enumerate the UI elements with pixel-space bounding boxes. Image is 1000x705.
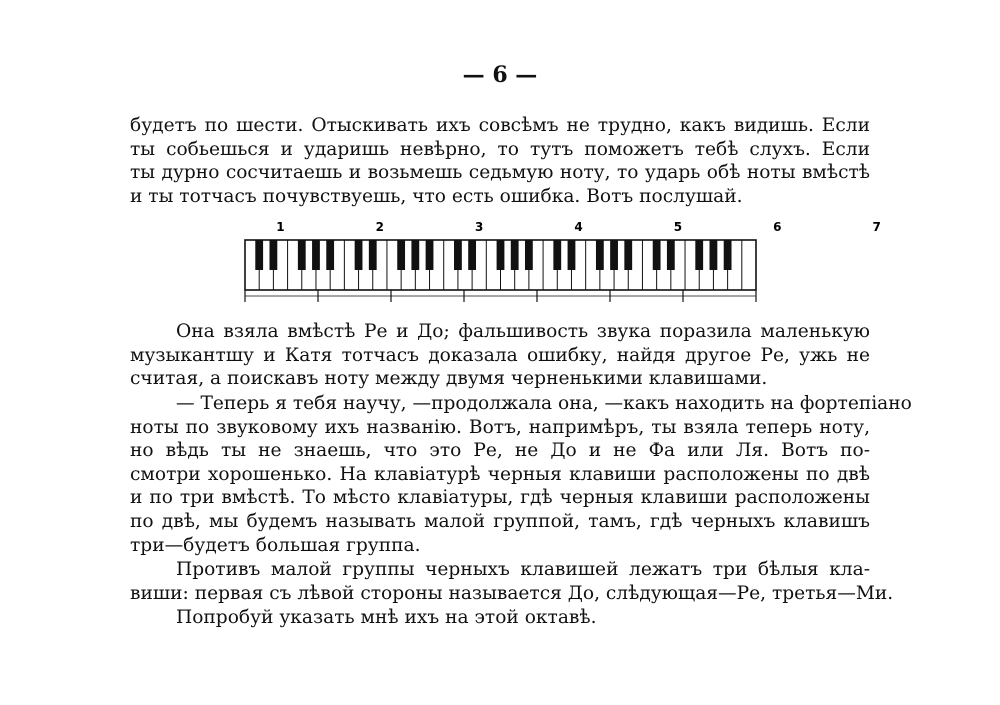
black-key	[695, 240, 703, 270]
keyboard-tick-marks	[245, 290, 756, 302]
black-key	[355, 240, 363, 270]
page-number: — 6 —	[462, 62, 538, 88]
paragraph-4	[130, 558, 894, 605]
black-key	[369, 240, 377, 270]
black-key	[724, 240, 732, 270]
black-key	[255, 240, 263, 270]
black-key	[298, 240, 306, 270]
black-key	[397, 240, 405, 270]
text-line: и ты тотчасъ почувствуешь, что есть ошибка. Вотъ послушай.	[130, 185, 743, 207]
text-line: три—будетъ большая группа.	[130, 534, 421, 556]
octave-number: 2	[375, 220, 385, 234]
black-key	[426, 240, 434, 270]
piano-keyboard-figure	[240, 214, 881, 306]
text-line: по двѣ, мы будемъ называть малой группой, тамъ, гдѣ черныхъ клавишъ	[130, 510, 870, 532]
keyboard-numbers	[276, 220, 881, 234]
octave-number: 6	[773, 220, 782, 234]
black-key	[312, 240, 320, 270]
octave-number: 3	[475, 220, 484, 234]
paragraph-5	[130, 606, 870, 630]
text-line: Противъ малой группы черныхъ клавишей лежатъ три бѣлыя кла-	[176, 559, 870, 580]
text-line: ты дурно сосчитаешь и возьмешь седьмую ноту, то ударь обѣ ноты вмѣстѣ	[130, 162, 870, 184]
black-key	[667, 240, 675, 270]
text-line: смотри хорошенько. На клавіатурѣ черныя клавиши расположены по двѣ	[130, 463, 870, 485]
black-key	[596, 240, 604, 270]
text-line: ноты по звуковому ихъ названію. Вотъ, напримѣръ, ты взяла теперь ноту,	[130, 416, 870, 438]
text-line: и по три вмѣстѣ. То мѣсто клавіатуры, гдѣ черныя клавиши расположены	[130, 487, 870, 509]
octave-number: 1	[276, 220, 285, 234]
black-key	[710, 240, 718, 270]
black-key	[553, 240, 561, 270]
text-line: виши: первая съ лѣвой стороны называется До, слѣдующая—Ре, третья—Ми.	[130, 582, 894, 604]
black-key	[525, 240, 533, 270]
black-key	[568, 240, 576, 270]
black-key	[653, 240, 661, 270]
black-key	[497, 240, 505, 270]
text-line: ты собьешься и ударишь невѣрно, то тутъ поможетъ тебѣ слухъ. Если	[130, 138, 870, 160]
text-line: но вѣдь ты не знаешь, что это Ре, не До и не Фа или Ля. Вотъ по-	[130, 440, 870, 462]
text-line: музыкантшу и Катя тотчасъ доказала ошибку, найдя другое Ре, ужь не	[130, 344, 870, 366]
octave-number: 4	[574, 220, 583, 234]
text-line: Попробуй указать мнѣ ихъ на этой октавѣ.	[176, 607, 597, 628]
paragraph-3	[130, 392, 912, 557]
black-key	[468, 240, 476, 270]
text-line: — Теперь я тебя научу, —продолжала она, —какъ находить на фортепіано	[176, 393, 912, 414]
black-key	[624, 240, 632, 270]
paragraph-2	[130, 320, 870, 391]
text-line: будетъ по шести. Отыскивать ихъ совсѣмъ не трудно, какъ видишь. Если	[130, 115, 870, 136]
piano-keys	[245, 240, 756, 290]
black-key	[610, 240, 618, 270]
black-key	[326, 240, 334, 270]
black-key	[511, 240, 519, 270]
text-line: Она взяла вмѣстѣ Ре и До; фальшивость звука поразила маленькую	[176, 321, 870, 342]
octave-number: 7	[872, 220, 881, 234]
black-key	[454, 240, 462, 270]
black-key	[269, 240, 277, 270]
paragraph-1	[130, 114, 870, 208]
black-key	[411, 240, 419, 270]
octave-number: 5	[673, 220, 683, 234]
text-line: считая, а поискавъ ноту между двумя черненькими клавишами.	[130, 368, 768, 390]
